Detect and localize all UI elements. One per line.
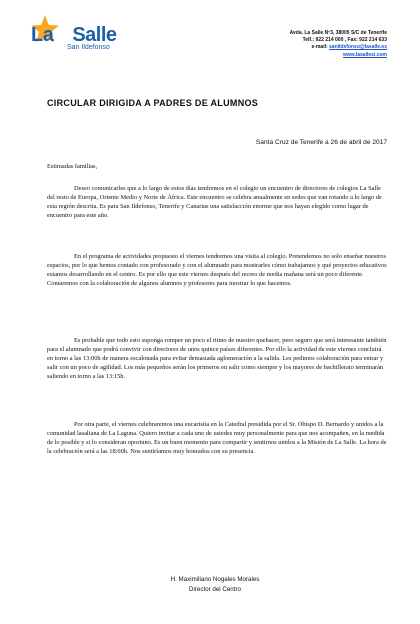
- paragraph-1: Deseo comunicarles que a lo largo de estos días tendremos en el colegio un encuentro de directores de colegios La Salle del resto de Europa, Oriente Medio y Norte de África. Este encuentro se celebra anualmente en sedes que van rotando a lo largo de esta región descrita. Es para San Ildefonso, Tenerife y Canarias una satisfacción enorme que nos hayan elegido como lugar de encuentro para este año.: [47, 185, 382, 219]
- contact-address: Avda. La Salle Nº3, 38005 S/C de Tenerife: [289, 30, 387, 36]
- paragraph-3: Es probable que todo esto suponga romper un poco el ritmo de nuestro quehacer, pero seguro que será interesante también para el alumnado que podrá convivir con directores de unos quince países diferentes. Por ello la actividad de este viernes concluirá en torno a las 13:00h de manera escalonada para evitar demasiada aglomeración a la salida. Les pedimos colaboración para entrar y salir con un poco de agilidad. Los más pequeños serán los primeros en salir como siempre y los mayores de bachillerato terminarán saliendo en torno a las 13:15h.: [47, 337, 387, 380]
- document-title: CIRCULAR DIRIGIDA A PADRES DE ALUMNOS: [47, 98, 259, 108]
- logo-salle: Salle: [72, 24, 117, 46]
- paragraph-2: En el programa de actividades propuesto el viernes tendremos una visita al colegio. Pretendemos no solo enseñar nuestros espacios, por lo que hemos contado con profesorado y con el alumnado para mostrarles cómo trabajamos y qué proyectos educativos estamos desarrollando en el centro. Es por ello que este viernes después del recreo de media mañana será un poco diferente. Contaremos con la colaboración de algunos alumnos y profesores para mostrar lo que hacemos.: [47, 253, 387, 287]
- la-salle-logo: [14, 14, 134, 54]
- logo-la: La: [31, 24, 54, 46]
- signature-name: H. Maximiliano Nogales Morales: [170, 576, 260, 583]
- website-link[interactable]: www.lasallesi.com: [342, 51, 387, 58]
- greeting: Estimadas familias,: [47, 163, 98, 170]
- document-date: Santa Cruz de Tenerife a 26 de abril de 2017: [255, 139, 387, 146]
- contact-block: [217, 30, 387, 59]
- logo-wordmark: [31, 25, 117, 45]
- contact-phone: Telf.: 922 214 000 , Fax: 922 214 633: [302, 37, 387, 44]
- contact-email-line: [217, 44, 387, 51]
- paragraph-4: Por otra parte, el viernes celebraremos una eucaristía en la Catedral presidida por el Sr. Obispo D. Bernardo y unidos a la comunidad lasaliana de La Laguna. Quiero invitar a cada uno de ustedes muy personalmente para que nos acompañen, en la medida de lo posible y si lo consideran oportuno. Es un buen momento para compartir y sentirnos unidos a la Misión de La Salle. La hora de la celebración será a las 18:00h. Nos sentiríamos muy honrados con su presencia.: [47, 421, 387, 455]
- email-label: e-mail:: [311, 44, 330, 51]
- email-link[interactable]: sanildefonso@lasalle.es: [329, 44, 387, 51]
- signature-role: Director del Centro: [189, 586, 241, 593]
- logo-subtitle: San Ildefonso: [67, 44, 110, 51]
